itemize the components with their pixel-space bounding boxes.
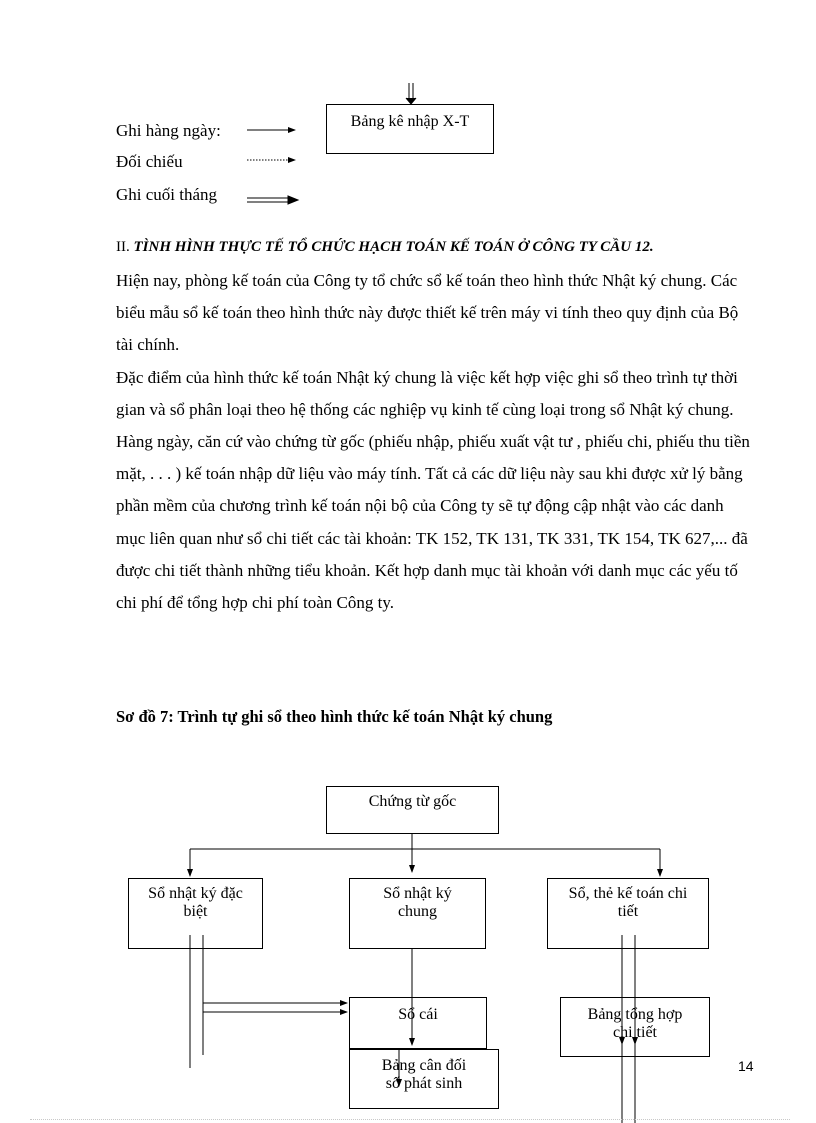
section-number: II. [116,239,130,255]
legend-month-end-arrow-head [288,196,298,204]
box-bang-ke-nhap-xt: Bảng kê nhập X-T [326,104,494,154]
box-so-nhat-ky-chung: Sổ nhật ký chung [349,878,486,949]
box-chung-tu-goc: Chứng từ gốc [326,786,499,834]
box-so-the-ke-toan-chi-tiet: Sổ, thẻ kế toán chi tiết [547,878,709,949]
box-so-cai: Sổ cái [349,997,487,1049]
legend-month-end-label: Ghi cuối tháng [116,185,218,204]
page-footer-divider [30,1119,790,1120]
box-so-nhat-ky-dac-biet: Sổ nhật ký đặc biệt [128,878,263,949]
legend-daily-label: Ghi hàng ngày: [116,121,221,140]
diagram-caption: Sơ đồ 7: Trình tự ghi sổ theo hình thức kế toán Nhật ký chung [116,707,553,726]
box-bang-can-doi-so-phat-sinh: Bảng cân đối số phát sinh [349,1049,499,1109]
paragraph-2: Đặc điểm của hình thức kế toán Nhật ký chung là việc kết hợp việc ghi sổ theo trình tự thời gian và sổ phân loại theo hệ thống các nghiệp vụ kinh tế cùng loại trong sổ Nhật ký chung. Hàng ngày, căn cứ vào chứng từ gốc (phiếu nhập, phiếu xuất vật tư , phiếu chi, phiếu thu tiền mặt, . . . ) kế toán nhập dữ liệu vào máy tính. Tất cả các dữ liệu này sau khi được xử lý bằng phần mềm của chương trình kế toán nội bộ của Công ty sẽ tự động cập nhật vào các danh mục liên quan như sổ chi tiết các tài khoản: TK 152, TK 131, TK 331, TK 154, TK 627,... đã được chi tiết thành những tiểu khoản. Kết hợp danh mục tài khoản với danh mục các yếu tố chi phí để tổng hợp chi phí toàn Công ty. [116,367,750,613]
box-bang-tong-hop-chi-tiet: Bảng tổng hợp chi tiết [560,997,710,1057]
page-number: 14 [738,1058,754,1074]
paragraph-1: Hiện nay, phòng kế toán của Công ty tổ chức sổ kế toán theo hình thức Nhật ký chung. Các biểu mẫu sổ kế toán theo hình thức này được thiết kế trên máy vi tính theo quy định của Bộ tài chính. [116,271,739,355]
legend-reconcile-label: Đối chiếu [116,152,183,171]
section-title: TÌNH HÌNH THỰC TẾ TỔ CHỨC HẠCH TOÁN KẾ TOÁN Ở CÔNG TY CẦU 12. [133,239,654,255]
top-double-arrow-head [406,98,416,104]
